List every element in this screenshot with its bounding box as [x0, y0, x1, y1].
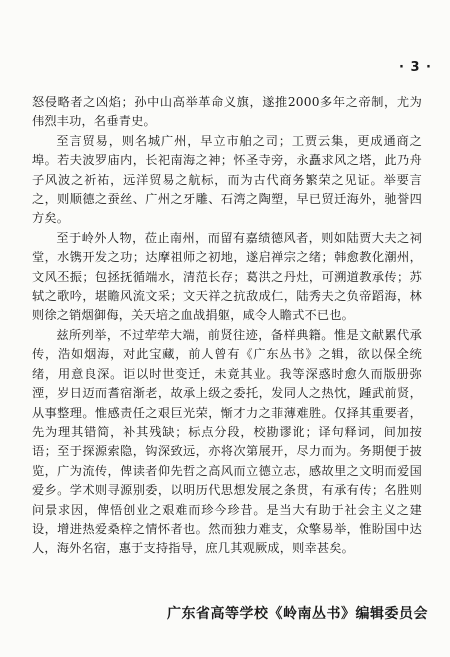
- paragraph-trade: 至言贸易，则名城广州，早立市舶之司；工贾云集，更成通商之埠。若夫波罗庙内，长祀南海之神；怀圣寺旁，永矗求风之塔，此乃舟子风波之祈祐，远洋贸易之航标，而为古代商务繁荣之见证。举要言之，则顺德之蚕丝、广州之牙雕、石湾之陶塑，早已贸迁海外，驰誉四方矣。: [32, 133, 422, 226]
- body-text: [32, 93, 422, 559]
- page-number: · 3 ·: [399, 60, 432, 75]
- paragraph-purpose: 兹所列举，不过荦荦大端，前贤往迹，备样典籍。惟是文献累代承传，浩如烟海，对此宝藏，前人曾有《广东丛书》之辑，欲以保全统绪，用意良深。讵以时世变迁，未竟其业。我等深惑时愈久而版册弥湮，岁日迈而耆宿渐老，故承上级之委托，发同人之热忱，踵武前贤，从事整理。惟感责任之艰巨光荣，惭才力之菲薄难胜。仅择其重要者，先为理其错简，补其残缺；标点分段，校勘谬讹；译句释词，间加按语；至于探源索隐，钩深致远，亦将次第展开，尽力而为。务期便于披览，广为流传，俾读者仰先哲之高风而立德立志，感故里之文明而爱国爱乡。学术则寻源别委，以明历代思想发展之条贯，有承有传；名胜则问景求因，俾悟创业之艰难而珍今珍昔。是当大有助于社会主义之建设，增进热爱桑梓之情怀者也。然而独力难支，众擎易举，惟盼国中达人，海外名宿，惠于支持指导，庶几其观厥成，则幸甚矣。: [32, 327, 422, 556]
- paragraph-continuation: 怒侵略者之凶焰；孙中山高举革命义旗，遂推2000多年之帝制，尤为伟烈丰功，名垂青史。: [32, 95, 422, 129]
- paragraph-figures: 至于岭外人物，莅止南州，而留有嘉绩德风者，则如陆贾大夫之祠堂，水镌开发之功；达摩祖师之初地，遂启禅宗之绪；韩愈教化潮州，文风丕振；包拯抚循端水，清范长存；葛洪之丹灶，可溯道教承传；苏轼之歌吟，堪瞻风流文采；文天祥之抗敌成仁，陆秀夫之负帝蹈海，林则徐之销烟御侮，关天培之血战捐躯，咸令人瞻式不已也。: [32, 230, 422, 323]
- editorial-committee-signature: 广东省高等学校《岭南丛书》编辑委员会: [167, 606, 428, 622]
